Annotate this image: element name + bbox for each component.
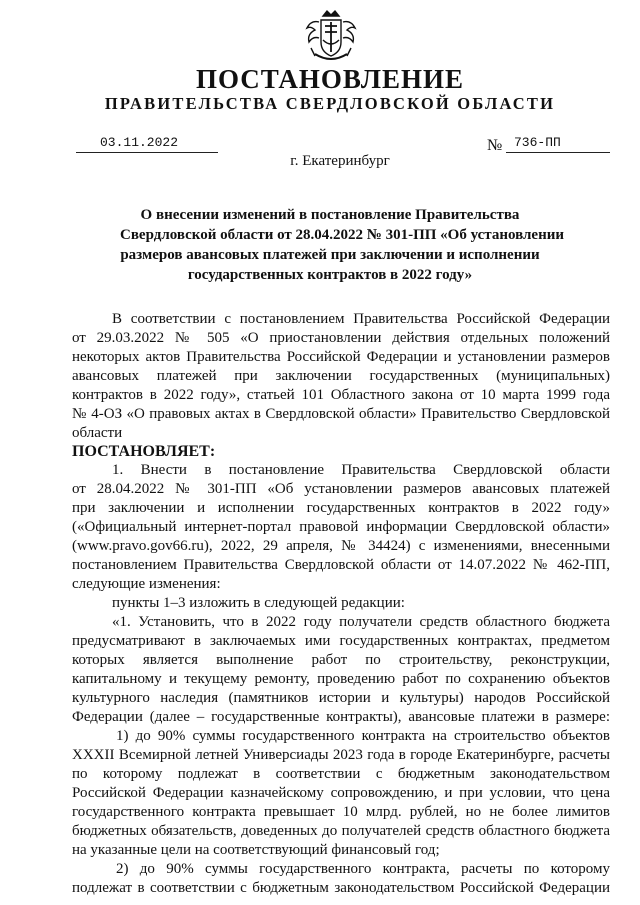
body-line: на указанные цели на соответствующий финансовый год; bbox=[72, 842, 440, 858]
document-title: ПОСТАНОВЛЕНИЕ bbox=[195, 64, 465, 94]
coat-of-arms-icon bbox=[301, 8, 361, 64]
body-line: по которому подлежат в соответствии с бюджетным законодательством bbox=[72, 766, 610, 782]
subject-line: государственных контрактов в 2022 году» bbox=[187, 267, 473, 283]
body-line: В соответствии с постановлением Правительства Российской Федерации bbox=[112, 311, 610, 327]
body-line: от 29.03.2022 № 505 «О приостановлении действия отдельных положений bbox=[72, 330, 610, 346]
body-line: 2) до 90% суммы государственного контракта, расчеты по которому bbox=[116, 861, 610, 877]
body-line: 1) до 90% суммы государственного контракта на строительство объектов bbox=[116, 728, 610, 744]
body-line: от 28.04.2022 № 301-ПП «Об установлении размеров авансовых платежей bbox=[72, 481, 610, 497]
body-line: № 4-ОЗ «О правовых актах в Свердловской области» Правительство Свердловской bbox=[72, 406, 610, 422]
document-subject bbox=[120, 205, 565, 285]
body-line: «1. Установить, что в 2022 году получатели средств областного бюджета bbox=[112, 614, 610, 630]
body-line: пункты 1–3 изложить в следующей редакции: bbox=[112, 595, 405, 611]
body-line: (www.pravo.gov66.ru), 2022, 29 апреля, № 34424) с изменениями, внесенными bbox=[72, 538, 610, 554]
body-line: которых является выполнение работ по строительству, реконструкции, bbox=[72, 652, 610, 668]
body-line: области bbox=[72, 425, 123, 441]
document-date: 03.11.2022 bbox=[100, 135, 179, 150]
subject-line: Свердловской области от 28.04.2022 № 301-ПП «Об установлении bbox=[120, 227, 565, 243]
body-line: постановлением Правительства Свердловской области от 14.07.2022 № 462-ПП, bbox=[72, 557, 610, 573]
body-line: («Официальный интернет-портал правовой информации Свердловской области» bbox=[72, 519, 610, 535]
document-number: 736-ПП bbox=[514, 135, 561, 150]
body-line: капитальному и текущему ремонту, проведению работ по сохранению объектов bbox=[72, 671, 610, 687]
city: г. Екатеринбург bbox=[290, 153, 390, 169]
body-line: при заключении и исполнении государственных контрактов в 2022 году» bbox=[72, 500, 610, 516]
body-line: авансовых платежей при заключении государственных (муниципальных) bbox=[72, 368, 610, 384]
body-line: Российской Федерации казначейскому сопровождению, и при условии, что цена bbox=[72, 785, 610, 801]
document-issuer: ПРАВИТЕЛЬСТВА СВЕРДЛОВСКОЙ ОБЛАСТИ bbox=[104, 94, 556, 113]
body-line: контрактов в 2022 году», статьей 101 Областного закона от 10 марта 1999 года bbox=[72, 387, 610, 403]
body-line: культурного наследия (памятников истории и культуры) народов Российской bbox=[72, 690, 610, 706]
body-line: подлежат в соответствии с бюджетным законодательством Российской Федерации bbox=[72, 880, 610, 896]
body-line: государственного контракта превышает 10 млрд. рублей, но не более лимитов bbox=[72, 804, 610, 820]
body-line: бюджетных обязательств, доведенных до получателей средств областного бюджета bbox=[72, 823, 610, 839]
subject-line: О внесении изменений в постановление Правительства bbox=[140, 207, 520, 223]
body-line: XXXII Всемирной летней Универсиады 2023 года в городе Екатеринбурге, расчеты bbox=[72, 747, 610, 763]
body-line: следующие изменения: bbox=[72, 576, 221, 592]
number-sign: № bbox=[487, 137, 503, 154]
body-line: предусматривают в заключаемых ими государственных контрактах, предметом bbox=[72, 633, 610, 649]
body-line: Федерации (далее – государственные контракты), авансовые платежи в размере: bbox=[72, 709, 610, 725]
body-line: некоторых актов Правительства Российской Федерации и установлении размеров bbox=[72, 349, 610, 365]
subject-line: размеров авансовых платежей при заключении и исполнении bbox=[120, 247, 540, 263]
resolve-heading: ПОСТАНОВЛЯЕТ: bbox=[72, 443, 216, 460]
body-line: 1. Внести в постановление Правительства Свердловской области bbox=[112, 462, 610, 478]
